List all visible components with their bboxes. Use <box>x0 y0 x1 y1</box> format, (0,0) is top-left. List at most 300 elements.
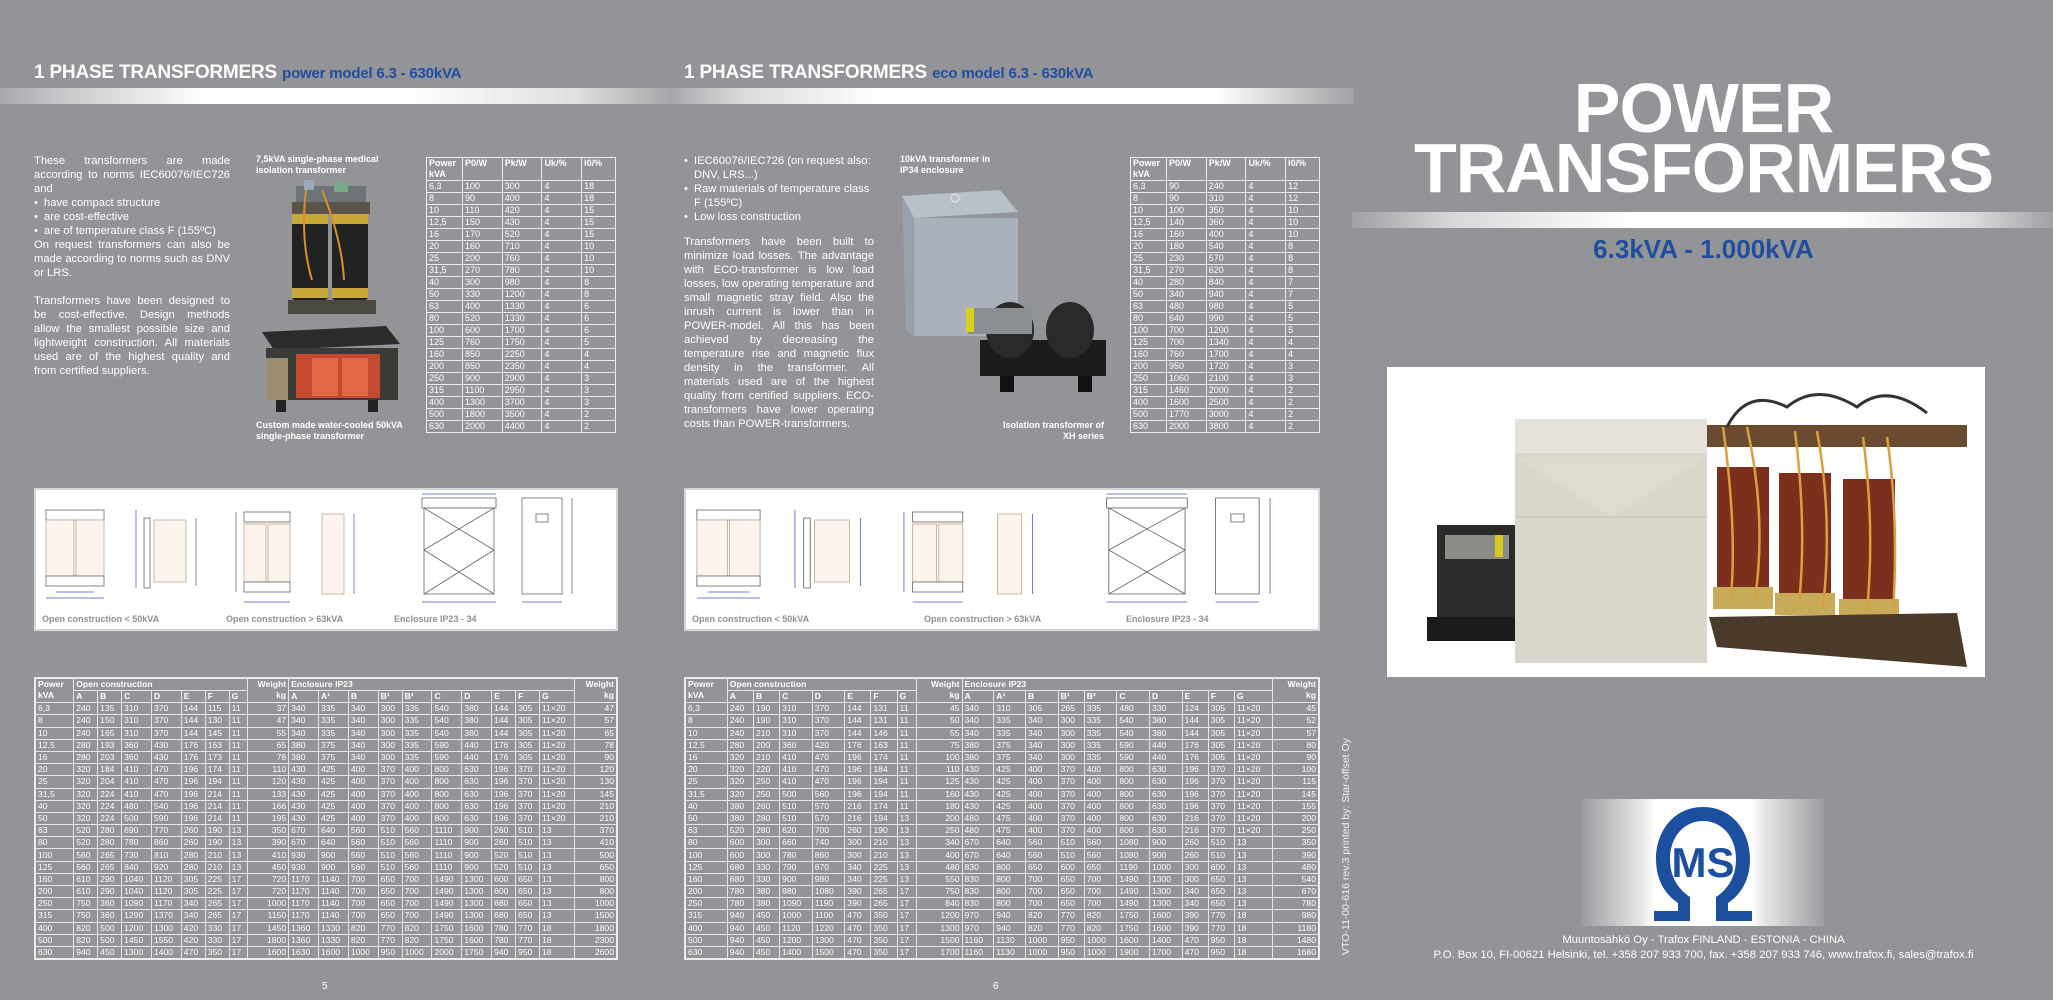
table-cell: 100 <box>35 849 74 861</box>
table-cell: 400 <box>1084 764 1117 776</box>
table-cell: 25 <box>35 776 74 788</box>
table-cell: 200 <box>1273 812 1319 824</box>
table-cell: 135 <box>98 703 122 715</box>
table-cell: 2 <box>1286 397 1320 409</box>
table-cell: 430 <box>289 800 319 812</box>
table-cell: 1300 <box>812 934 845 946</box>
table-cell: 360 <box>122 751 152 763</box>
table-cell: 500 <box>780 788 813 800</box>
table-cell: 590 <box>432 751 462 763</box>
table-cell: 650 <box>1058 898 1084 910</box>
page-number-6: 6 <box>993 981 999 992</box>
table-cell: 1490 <box>1117 886 1150 898</box>
table-cell: 305 <box>516 739 540 751</box>
table-cell: 250 <box>917 825 962 837</box>
table-cell: 250 <box>753 776 779 788</box>
table-cell: 163 <box>205 739 229 751</box>
table-cell: 300 <box>845 837 871 849</box>
table-cell: 370 <box>1058 812 1084 824</box>
table-cell: 80 <box>1273 739 1319 751</box>
table-cell: 630 <box>1149 788 1182 800</box>
table-cell: 305 <box>1208 727 1234 739</box>
table-cell: 7 <box>1286 289 1320 301</box>
table-cell: 173 <box>205 751 229 763</box>
table-cell: 16 <box>35 751 74 763</box>
table-cell: 11 <box>229 751 247 763</box>
table-cell: 196 <box>181 812 205 824</box>
table-row <box>685 788 1319 800</box>
table-cell: 310 <box>780 703 813 715</box>
table-cell: 18 <box>1234 922 1273 934</box>
table-cell: 700 <box>348 898 378 910</box>
table-cell: 370 <box>1208 776 1234 788</box>
table-row <box>35 788 617 800</box>
table-header-row <box>35 678 617 691</box>
table-cell: 80 <box>1131 313 1167 325</box>
table-cell: 265 <box>98 849 122 861</box>
cover-title-line1: POWER <box>1573 69 1834 147</box>
table-cell: 1140 <box>318 910 348 922</box>
table-cell: 850 <box>463 361 503 373</box>
page5-caption-bottom: Custom made water-cooled 50kVA single-phase transformer <box>256 420 403 441</box>
table-cell: 750 <box>74 898 98 910</box>
table-cell: 335 <box>994 715 1026 727</box>
table-cell: 600 <box>1208 861 1234 873</box>
print-note: VTO-11-00-616 rev.3 printed by: Star-offset Oy <box>1340 738 1352 955</box>
table-cell: 560 <box>348 825 378 837</box>
table-cell: 1550 <box>151 934 181 946</box>
table-cell: 1080 <box>1117 849 1150 861</box>
table-cell: 820 <box>1026 910 1059 922</box>
table-cell: 300 <box>1182 861 1208 873</box>
table-cell: 760 <box>463 337 503 349</box>
table-cell: 335 <box>1084 727 1117 739</box>
table-cell: 2100 <box>1206 373 1246 385</box>
table-cell: 4 <box>582 361 616 373</box>
drawing-label-open-small: Open construction < 50kVA <box>42 614 160 624</box>
table-cell: 78 <box>575 739 617 751</box>
table-cell: 194 <box>871 788 897 800</box>
table-cell: 13 <box>1234 837 1273 849</box>
table-cell: 75 <box>917 739 962 751</box>
table-cell: 320 <box>727 776 753 788</box>
table-cell: 400 <box>1084 800 1117 812</box>
table-cell: 196 <box>181 800 205 812</box>
table-row <box>35 837 617 849</box>
table-cell: 335 <box>318 727 348 739</box>
page6-divider-bar <box>672 88 1354 104</box>
table-cell: 800 <box>432 800 462 812</box>
table-cell: 510 <box>1058 849 1084 861</box>
bullet-item: • Raw materials of temperature class F (155ºC) <box>684 182 874 210</box>
table-cell: 335 <box>1084 751 1117 763</box>
table-cell: 360 <box>122 739 152 751</box>
table-cell: 40 <box>427 277 463 289</box>
table-cell: 860 <box>812 849 845 861</box>
table-cell: 100 <box>1167 205 1207 217</box>
table-cell: 11×20 <box>540 715 575 727</box>
table-cell: 375 <box>994 739 1026 751</box>
table-cell: 196 <box>181 776 205 788</box>
table-cell: 240 <box>74 715 98 727</box>
table-cell: 335 <box>402 703 432 715</box>
table-cell: 184 <box>871 764 897 776</box>
col-power: Power kVA <box>1131 158 1167 181</box>
table-cell: 1370 <box>151 910 181 922</box>
table-cell: 510 <box>780 812 813 824</box>
table-cell: 560 <box>348 849 378 861</box>
table-row <box>1131 385 1320 397</box>
table-cell: 260 <box>492 837 516 849</box>
table-cell: 440 <box>462 739 492 751</box>
table-cell: 470 <box>151 788 181 800</box>
table-cell: 375 <box>318 739 348 751</box>
table-cell: 500 <box>98 934 122 946</box>
table-cell: 650 <box>1208 873 1234 885</box>
table-row <box>35 812 617 824</box>
table-cell: 650 <box>516 886 540 898</box>
table-cell: 610 <box>74 886 98 898</box>
table-cell: 340 <box>348 703 378 715</box>
table-cell: 200 <box>427 361 463 373</box>
table-row <box>685 751 1319 763</box>
table-cell: 176 <box>492 751 516 763</box>
table-cell: 520 <box>502 229 542 241</box>
table-cell: 400 <box>427 397 463 409</box>
table-header-cell: C <box>432 691 462 703</box>
table-cell: 320 <box>74 812 98 824</box>
table-cell: 265 <box>205 910 229 922</box>
table-cell: 400 <box>348 812 378 824</box>
table-cell: 160 <box>1131 349 1167 361</box>
omega-ms-logo-icon <box>1582 799 1824 926</box>
table-cell: 1180 <box>1273 922 1319 934</box>
table-cell: 4 <box>542 325 582 337</box>
table-cell: 510 <box>1058 837 1084 849</box>
table-cell: 300 <box>502 181 542 193</box>
cover-range: 6.3kVA - 1.000kVA <box>1593 234 1814 264</box>
table-row <box>1131 349 1320 361</box>
table-cell: 370 <box>1208 800 1234 812</box>
table-cell: 1170 <box>289 898 319 910</box>
table-cell: 540 <box>151 800 181 812</box>
table-cell: 4 <box>542 193 582 205</box>
table-cell: 940 <box>727 934 753 946</box>
table-cell: 800 <box>575 886 617 898</box>
table-cell: 165 <box>98 727 122 739</box>
table-cell: 560 <box>348 861 378 873</box>
table-cell: 1220 <box>812 922 845 934</box>
table-cell: 193 <box>98 739 122 751</box>
table-cell: 1400 <box>151 946 181 959</box>
table-cell: 4 <box>542 289 582 301</box>
table-row <box>35 898 617 910</box>
table-row <box>427 289 616 301</box>
table-cell: 13 <box>897 825 917 837</box>
table-cell: 340 <box>181 910 205 922</box>
table-cell: 425 <box>994 776 1026 788</box>
table-header-cell: B¹ <box>378 691 402 703</box>
table-cell: 194 <box>205 776 229 788</box>
table-cell: 18 <box>540 934 575 946</box>
table-cell: 370 <box>1208 812 1234 824</box>
table-cell: 17 <box>229 910 247 922</box>
table-cell: 130 <box>575 776 617 788</box>
table-cell: 8 <box>427 193 463 205</box>
table-cell: 700 <box>1026 898 1059 910</box>
table-cell: 430 <box>289 764 319 776</box>
table-cell: 600 <box>727 837 753 849</box>
table-cell: 800 <box>994 873 1026 885</box>
table-cell: 510 <box>378 825 402 837</box>
table-cell: 1300 <box>1149 898 1182 910</box>
table-cell: 13 <box>540 837 575 849</box>
col-pk: Pk/W <box>1206 158 1246 181</box>
table-cell: 1460 <box>1167 385 1207 397</box>
table-cell: 140 <box>1167 217 1207 229</box>
table-cell: 1600 <box>1149 910 1182 922</box>
table-cell: 13 <box>1234 849 1273 861</box>
table-cell: 1600 <box>462 934 492 946</box>
table-cell: 630 <box>1149 776 1182 788</box>
table-cell: 200 <box>917 812 962 824</box>
table-cell: 1080 <box>812 886 845 898</box>
table-cell: 16 <box>685 751 727 763</box>
table-header-cell: B <box>348 691 378 703</box>
table-cell: 10 <box>582 253 616 265</box>
dim-table-head <box>35 678 617 703</box>
table-cell: 144 <box>845 703 871 715</box>
table-cell: 260 <box>492 825 516 837</box>
table-cell: 120 <box>247 776 288 788</box>
table-cell: 1750 <box>502 337 542 349</box>
table-cell: 4 <box>1246 409 1286 421</box>
table-cell: 330 <box>463 289 503 301</box>
table-row <box>427 313 616 325</box>
table-cell: 650 <box>516 898 540 910</box>
table-cell: 620 <box>780 825 813 837</box>
table-cell: 3800 <box>1206 421 1246 433</box>
table-cell: 335 <box>402 727 432 739</box>
table-cell: 540 <box>1117 727 1150 739</box>
table-cell: 620 <box>1206 265 1246 277</box>
table-cell: 340 <box>917 837 962 849</box>
table-cell: 830 <box>962 898 994 910</box>
table-cell: 90 <box>1273 751 1319 763</box>
table-cell: 1330 <box>502 301 542 313</box>
table-cell: 210 <box>753 751 779 763</box>
table-cell: 900 <box>462 849 492 861</box>
table-cell: 55 <box>917 727 962 739</box>
table-cell: 400 <box>1131 397 1167 409</box>
table-cell: 47 <box>575 703 617 715</box>
table-cell: 335 <box>402 751 432 763</box>
table-cell: 280 <box>181 861 205 873</box>
table-row <box>35 873 617 885</box>
table-cell: 540 <box>432 703 462 715</box>
table-cell: 450 <box>753 910 779 922</box>
table-cell: 250 <box>427 373 463 385</box>
table-cell: 1600 <box>1117 934 1150 946</box>
table-header-cell: B <box>753 691 779 703</box>
table-cell: 305 <box>181 886 205 898</box>
table-cell: 820 <box>1084 922 1117 934</box>
table-cell: 480 <box>917 861 962 873</box>
table-cell: 145 <box>575 788 617 800</box>
table-row <box>1131 361 1320 373</box>
table-row <box>1131 409 1320 421</box>
table-cell: 305 <box>1208 739 1234 751</box>
table-cell: 1330 <box>502 313 542 325</box>
table-cell: 50 <box>427 289 463 301</box>
table-cell: 340 <box>1026 751 1059 763</box>
table-cell: 50 <box>917 715 962 727</box>
table-row <box>1131 181 1320 193</box>
table-cell: 650 <box>516 910 540 922</box>
table-cell: 11 <box>229 703 247 715</box>
table-cell: 4 <box>1246 277 1286 289</box>
table-cell: 370 <box>378 812 402 824</box>
table-cell: 1300 <box>462 886 492 898</box>
table-header-cell: F <box>516 691 540 703</box>
table-cell: 650 <box>516 873 540 885</box>
table-cell: 3 <box>1286 361 1320 373</box>
table-cell: 360 <box>98 898 122 910</box>
table-cell: 100 <box>463 181 503 193</box>
table-cell: 520 <box>727 825 753 837</box>
table-cell: 5 <box>1286 313 1320 325</box>
table-cell: 340 <box>289 727 319 739</box>
table-cell: 830 <box>962 861 994 873</box>
table-cell: 370 <box>1208 764 1234 776</box>
table-cell: 335 <box>402 715 432 727</box>
table-cell: 17 <box>229 922 247 934</box>
table-cell: 4 <box>542 301 582 313</box>
table-cell: 305 <box>1208 751 1234 763</box>
table-cell: 1600 <box>247 946 288 959</box>
table-cell: 17 <box>897 934 917 946</box>
table-cell: 300 <box>845 849 871 861</box>
table-cell: 1080 <box>1117 837 1150 849</box>
table-cell: 131 <box>871 715 897 727</box>
table-cell: 2250 <box>502 349 542 361</box>
table-cell: 410 <box>122 788 152 800</box>
table-cell: 1090 <box>780 898 813 910</box>
table-cell: 190 <box>753 703 779 715</box>
table-cell: 224 <box>98 788 122 800</box>
table-cell: 11 <box>229 715 247 727</box>
table-cell: 65 <box>247 739 288 751</box>
table-row <box>1131 325 1320 337</box>
table-cell: 400 <box>1026 788 1059 800</box>
table-cell: 280 <box>74 739 98 751</box>
table-cell: 125 <box>685 861 727 873</box>
table-cell: 11 <box>897 703 917 715</box>
table-cell: 6,3 <box>427 181 463 193</box>
table-cell: 2 <box>1286 421 1320 433</box>
table-cell: 260 <box>1182 849 1208 861</box>
table-row <box>427 193 616 205</box>
table-cell: 11×20 <box>540 812 575 824</box>
table-header-cell: D <box>462 691 492 703</box>
table-cell: 400 <box>348 776 378 788</box>
table-cell: 370 <box>575 825 617 837</box>
table-cell: 400 <box>348 764 378 776</box>
table-cell: 1330 <box>318 934 348 946</box>
table-cell: 4 <box>1246 361 1286 373</box>
table-cell: 660 <box>780 837 813 849</box>
table-cell: 47 <box>247 715 288 727</box>
table-cell: 166 <box>247 800 288 812</box>
table-cell: 1600 <box>318 946 348 959</box>
table-cell: 630 <box>1149 800 1182 812</box>
page5-dimension-table <box>34 677 618 960</box>
table-cell: 400 <box>1026 825 1059 837</box>
table-cell: 290 <box>98 873 122 885</box>
table-cell: 980 <box>1206 301 1246 313</box>
table-cell: 830 <box>962 886 994 898</box>
table-cell: 940 <box>492 946 516 959</box>
table-cell: 1110 <box>432 849 462 861</box>
table-row <box>35 739 617 751</box>
table-cell: 430 <box>962 788 994 800</box>
table-cell: 380 <box>1149 727 1182 739</box>
table-cell: 240 <box>727 727 753 739</box>
table-cell: 13 <box>229 837 247 849</box>
table-cell: 310 <box>122 727 152 739</box>
table-cell: 790 <box>780 861 813 873</box>
table-cell: 630 <box>462 812 492 824</box>
page6-dimension-table-body <box>685 703 1319 959</box>
table-cell: 265 <box>205 898 229 910</box>
table-cell: 11×20 <box>540 703 575 715</box>
table-cell: 350 <box>871 934 897 946</box>
table-cell: 144 <box>181 703 205 715</box>
table-cell: 480 <box>122 800 152 812</box>
table-row <box>1131 205 1320 217</box>
table-cell: 11×20 <box>540 788 575 800</box>
table-cell: 640 <box>994 837 1026 849</box>
table-row <box>1131 421 1320 433</box>
table-cell: 970 <box>962 922 994 934</box>
table-cell: 1300 <box>1149 886 1182 898</box>
page5-intro-after: On request transformers can also be made according to norms such as DNV or LRS. <box>34 239 230 279</box>
table-cell: 144 <box>845 727 871 739</box>
table-cell: 176 <box>1182 751 1208 763</box>
table-cell: 350 <box>1273 837 1319 849</box>
table-cell: 900 <box>463 373 503 385</box>
table-cell: 600 <box>727 849 753 861</box>
table-cell: 150 <box>463 217 503 229</box>
table-cell: 770 <box>1058 922 1084 934</box>
table-cell: 63 <box>685 825 727 837</box>
table-header-cell: D <box>1149 691 1182 703</box>
table-cell: 510 <box>378 849 402 861</box>
table-row <box>35 886 617 898</box>
table-cell: 11 <box>897 788 917 800</box>
table-cell: 280 <box>74 751 98 763</box>
table-cell: 780 <box>1273 898 1319 910</box>
table-cell: 1800 <box>575 922 617 934</box>
table-cell: 650 <box>575 861 617 873</box>
table-cell: 690 <box>122 825 152 837</box>
table-cell: 1720 <box>1206 361 1246 373</box>
table-cell: 740 <box>812 837 845 849</box>
table-cell: 110 <box>463 205 503 217</box>
table-cell: 216 <box>845 812 871 824</box>
table-cell: 110 <box>917 764 962 776</box>
table-cell: 1110 <box>432 861 462 873</box>
